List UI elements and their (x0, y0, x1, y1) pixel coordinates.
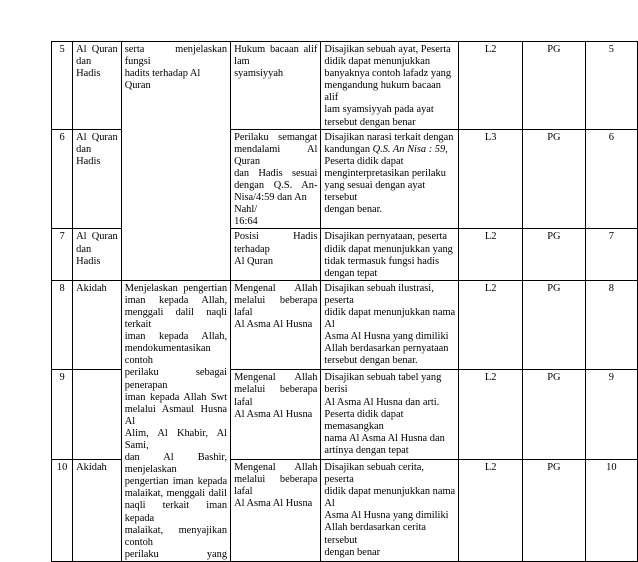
row-number: 9 (52, 370, 73, 460)
level-cell: L2 (459, 229, 523, 280)
item-number-cell: 7 (585, 229, 637, 280)
table-row (52, 42, 638, 130)
subject-line: Al Quran (76, 231, 118, 243)
indicator-cell: Disajikan pernyataan, peserta didik dapat menunjukkan yang tidak termasuk fungsi hadis dengan tepat (321, 229, 459, 280)
row-number: 5 (52, 42, 73, 130)
subject-line: dan Hadis (76, 56, 101, 80)
indicator-cell: Disajikan sebuah cerita, peserta didik dapat menunjukkan nama Al Asma Al Husna yang dimiliki Allah berdasarkan cerita tersebut dengan benar (321, 459, 459, 561)
row-number: 10 (52, 459, 73, 561)
subject-line: Akidah (76, 461, 107, 473)
subject-cell (73, 229, 122, 280)
material-cell: Posisi Hadis terhadap Al Quran (231, 229, 321, 280)
subject-cell (73, 370, 122, 460)
indicator-cell: Disajikan sebuah ilustrasi, peserta didik dapat menunjukkan nama Al Asma Al Husna yang dimiliki Allah berdasarkan pernyataan tersebut dengan benar. (321, 280, 459, 370)
akidah-competency-cell: Menjelaskan pengertian iman kepada Allah, menggali dalil naqli terkait iman kepada Allah, mendokumentasikan contoh perilaku sebagai penerapan iman kepada Allah Swt melalui Asmaul Husna Al Alim, Al Khabir, Al Sami, dan Al Bashir, menjelaskan pengertian iman kepada malaikat, menggali dalil naqli terkait iman kepada malaikat, menyajikan contoh perilaku yang (121, 280, 230, 561)
level-cell: L2 (459, 42, 523, 130)
competency-line: serta menjelaskan fungsi (124, 44, 228, 68)
level-cell: L3 (459, 129, 523, 229)
level-cell: L2 (459, 459, 523, 561)
level-cell: L2 (459, 280, 523, 370)
subject-line: Al Quran (76, 44, 118, 55)
subject-cell (73, 280, 122, 370)
subject-line: Akidah (76, 282, 107, 294)
subject-cell (73, 42, 122, 130)
item-number-cell: 10 (585, 459, 637, 561)
subject-line: dan Hadis (76, 143, 101, 167)
material-cell: Mengenal Allah melalui beberapa lafal Al Asma Al Husna (231, 370, 321, 460)
competency-cell (121, 129, 230, 229)
form-cell: PG (523, 229, 586, 280)
form-cell: PG (523, 42, 586, 130)
subject-line: Al Quran (76, 131, 118, 143)
item-number-cell: 5 (585, 42, 637, 130)
question-grid-table (51, 41, 638, 562)
material-cell: Mengenal Allah melalui beberapa lafal Al Asma Al Husna (231, 280, 321, 370)
indicator-cell: Disajikan sebuah ayat, Peserta didik dapat menunjukkan banyaknya contoh lafadz yang mengandung hukum bacaan alif lam syamsiyyah pada ayat tersebut dengan benar (321, 42, 459, 130)
item-number-cell: 9 (585, 370, 637, 460)
competency-cell (121, 42, 230, 130)
row-number: 7 (52, 229, 73, 280)
competency-line: hadits terhadap Al Quran (124, 68, 201, 92)
subject-line: dan Hadis (76, 243, 101, 267)
material-cell (231, 42, 321, 130)
level-cell: L2 (459, 370, 523, 460)
item-number-cell: 8 (585, 280, 637, 370)
material-cell: Mengenal Allah melalui beberapa lafal Al Asma Al Husna (231, 459, 321, 561)
table-row (52, 280, 638, 370)
material-line: Hukum bacaan alif lam (234, 44, 318, 68)
item-number-cell: 6 (585, 129, 637, 229)
form-cell: PG (523, 370, 586, 460)
indicator-cell: Disajikan narasi terkait dengan kandungan Q.S. An Nisa : 59, Peserta didik dapat menginterpretasikan perilaku yang sesuai dengan ayat tersebut dengan benar. (321, 129, 459, 229)
table-row (52, 129, 638, 229)
indicator-cell: Disajikan sebuah tabel yang berisi Al Asma Al Husna dan arti. Peserta didik dapat memasangkan nama Al Asma Al Husna dan artinya dengan tepat (321, 370, 459, 460)
subject-cell (73, 129, 122, 229)
form-cell: PG (523, 280, 586, 370)
row-number: 6 (52, 129, 73, 229)
competency-cell (121, 229, 230, 280)
row-number: 8 (52, 280, 73, 370)
table-row (52, 229, 638, 280)
form-cell: PG (523, 459, 586, 561)
material-line: syamsiyyah (234, 68, 284, 80)
subject-cell (73, 459, 122, 561)
quran-reference: Q.S. An Nisa : 59, (372, 143, 448, 155)
material-cell: Perilaku semangat mendalami Al Quran dan Hadis sesuai dengan Q.S. An- Nisa/4:59 dan An Nahl/ 16:64 (231, 129, 321, 229)
form-cell: PG (523, 129, 586, 229)
